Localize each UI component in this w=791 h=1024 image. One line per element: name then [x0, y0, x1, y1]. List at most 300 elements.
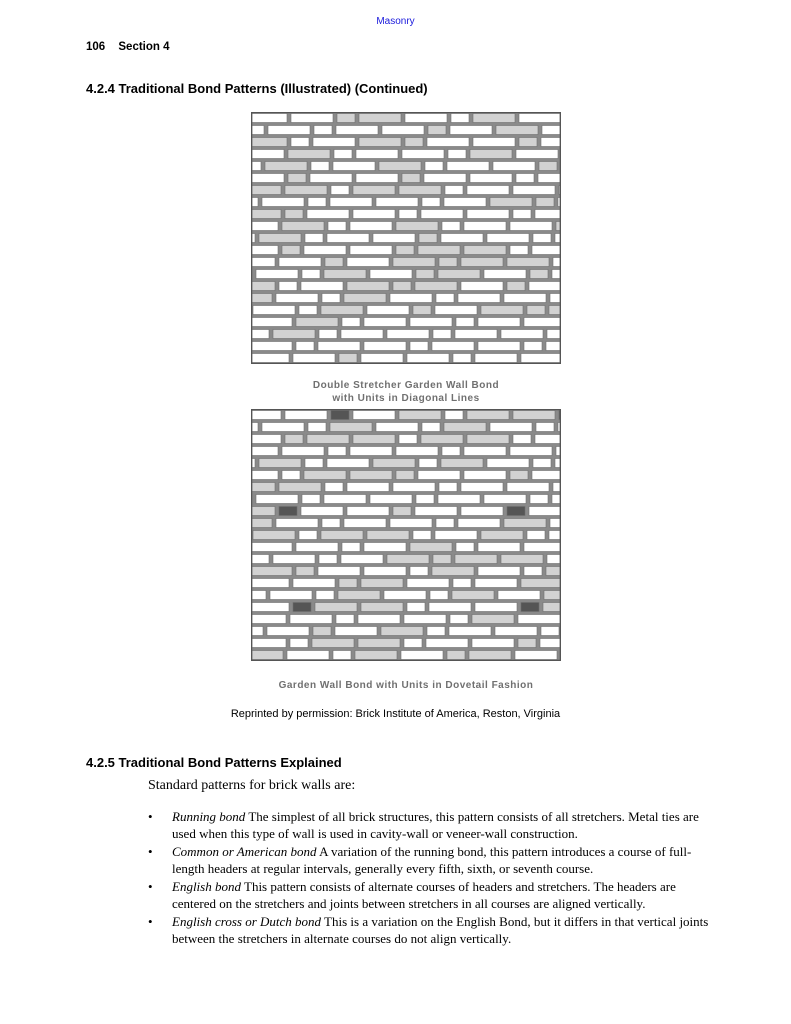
list-item-term: Running bond	[172, 809, 246, 824]
brick	[358, 615, 400, 624]
brick	[404, 639, 422, 648]
brick	[373, 459, 415, 468]
brick	[344, 294, 386, 303]
brick	[481, 306, 523, 315]
section-425-heading: 4.2.5 Traditional Bond Patterns Explained	[86, 755, 342, 770]
brick	[555, 459, 560, 468]
list-item-term: English cross or Dutch bond	[172, 914, 322, 929]
brick	[376, 198, 418, 207]
brick	[529, 507, 560, 516]
brick	[498, 591, 540, 600]
brick	[252, 294, 272, 303]
brick	[347, 483, 389, 492]
brick	[438, 270, 480, 279]
brick	[338, 591, 380, 600]
brick	[504, 294, 546, 303]
brick	[428, 126, 446, 135]
brick	[350, 447, 392, 456]
brick	[252, 282, 275, 291]
brick	[262, 198, 304, 207]
brick	[252, 210, 281, 219]
brick	[361, 603, 403, 612]
figure-caption-2: Garden Wall Bond with Units in Dovetail Fashion	[278, 680, 534, 691]
brick	[504, 519, 546, 528]
brick	[252, 543, 292, 552]
brick	[361, 354, 403, 363]
brick	[336, 126, 378, 135]
brick	[501, 330, 543, 339]
list-item-term: English bond	[172, 879, 241, 894]
brick	[302, 495, 320, 504]
brick	[252, 162, 261, 171]
brick	[342, 543, 360, 552]
list-item: • Common or American bond A variation of the running bond, this pattern introduces a course of full-length headers at regular intervals, generally every fifth, sixth, or seventh course.	[148, 844, 692, 876]
brick	[445, 411, 463, 420]
brick	[279, 507, 297, 516]
brick	[328, 447, 346, 456]
brick	[552, 495, 560, 504]
brick	[350, 222, 392, 231]
brick	[436, 294, 454, 303]
brick	[451, 114, 469, 123]
brick	[521, 579, 560, 588]
brick	[252, 138, 287, 147]
brick	[252, 234, 255, 243]
brick	[455, 555, 497, 564]
brick	[301, 282, 343, 291]
brick	[259, 459, 301, 468]
brick	[432, 567, 474, 576]
brick	[252, 519, 272, 528]
brick	[550, 294, 560, 303]
brick	[533, 459, 551, 468]
brick	[252, 627, 263, 636]
brick	[536, 198, 554, 207]
brick	[442, 222, 460, 231]
brick	[361, 579, 403, 588]
brick	[252, 330, 269, 339]
brick	[518, 615, 560, 624]
brick	[252, 555, 269, 564]
brick	[252, 579, 289, 588]
brick	[495, 627, 537, 636]
brick	[410, 543, 452, 552]
brick	[405, 138, 423, 147]
brick	[325, 258, 343, 267]
figure-caption-1-line2: with Units in Diagonal Lines	[332, 393, 480, 404]
brick	[515, 651, 557, 660]
brick	[364, 567, 406, 576]
brick	[321, 531, 363, 540]
brick	[510, 447, 552, 456]
brick	[252, 423, 258, 432]
brick	[313, 627, 331, 636]
brick	[333, 651, 351, 660]
brick	[539, 162, 557, 171]
brick	[285, 210, 303, 219]
brick	[339, 579, 357, 588]
brick	[422, 423, 440, 432]
brick	[350, 471, 392, 480]
list-item-text: The simplest of all brick structures, this pattern consists of all stretchers. Metal ties are used when this type of wall is used in cavity-wall or veneer-wall construction.	[172, 809, 699, 841]
brick	[285, 411, 327, 420]
brick	[450, 126, 492, 135]
brick	[252, 591, 266, 600]
brick	[532, 471, 560, 480]
brick	[299, 306, 317, 315]
section-424-heading: 4.2.4 Traditional Bond Patterns (Illustrated) (Continued)	[86, 81, 428, 96]
brick	[453, 354, 471, 363]
brick	[439, 483, 457, 492]
brick	[490, 198, 532, 207]
brick	[469, 651, 511, 660]
brick	[252, 483, 275, 492]
brick	[507, 258, 549, 267]
brick	[478, 567, 520, 576]
brick	[256, 495, 298, 504]
brick	[513, 210, 531, 219]
brick	[330, 198, 372, 207]
brick	[324, 495, 366, 504]
brick	[252, 447, 278, 456]
brick	[481, 531, 523, 540]
brick	[475, 354, 517, 363]
brick	[456, 543, 474, 552]
brick	[252, 174, 284, 183]
brick	[276, 294, 318, 303]
permission-credit: Reprinted by permission: Brick Institute of America, Reston, Virginia	[230, 708, 561, 720]
running-head: Masonry	[376, 16, 415, 27]
brick	[429, 603, 471, 612]
brick	[413, 531, 431, 540]
brick	[544, 591, 560, 600]
brick	[356, 174, 398, 183]
brick	[536, 423, 554, 432]
brick	[390, 294, 432, 303]
brick	[558, 198, 560, 207]
brick	[521, 354, 560, 363]
brick	[549, 531, 560, 540]
brick	[524, 342, 542, 351]
brick	[421, 435, 463, 444]
brick	[444, 198, 486, 207]
brick	[393, 507, 411, 516]
brick	[396, 471, 414, 480]
brick	[290, 615, 332, 624]
brick	[538, 174, 560, 183]
brick	[445, 186, 463, 195]
brick	[426, 639, 468, 648]
brick	[302, 270, 320, 279]
list-item-text: This is a variation on the English Bond, but it differs in that vertical joints between the stretchers in alternate courses do not align vertically.	[172, 914, 709, 946]
brick	[470, 174, 512, 183]
brick	[347, 507, 389, 516]
brick	[339, 354, 357, 363]
brick	[259, 234, 301, 243]
brick	[252, 258, 275, 267]
brick	[475, 603, 517, 612]
brick	[359, 138, 401, 147]
brick	[516, 174, 534, 183]
brick	[510, 222, 552, 231]
brick	[335, 627, 377, 636]
brick	[535, 210, 560, 219]
brick	[407, 603, 425, 612]
brick	[353, 435, 395, 444]
brick	[252, 459, 255, 468]
brick	[334, 150, 352, 159]
page-number: 106	[86, 41, 106, 53]
brick	[296, 543, 338, 552]
brick	[470, 150, 512, 159]
brick	[252, 639, 286, 648]
brick	[441, 234, 483, 243]
brick	[418, 246, 460, 255]
brick	[252, 567, 292, 576]
brick	[421, 210, 463, 219]
bond-pattern-drawing	[251, 112, 561, 364]
brick	[333, 162, 375, 171]
intro-text: Standard patterns for brick walls are:	[148, 778, 356, 793]
brick	[433, 555, 451, 564]
list-item-text: This pattern consists of alternate courses of headers and stretchers. The headers are centered on the stretchers and joints between stretchers in all courses are aligned vertically.	[172, 879, 676, 911]
brick	[252, 354, 289, 363]
brick	[282, 447, 324, 456]
brick	[530, 495, 548, 504]
brick	[524, 543, 560, 552]
brick	[355, 651, 397, 660]
brick	[473, 138, 515, 147]
brick	[252, 150, 284, 159]
brick	[316, 591, 334, 600]
brick	[478, 318, 520, 327]
brick	[301, 507, 343, 516]
brick	[344, 519, 386, 528]
brick	[444, 423, 486, 432]
brick	[293, 579, 335, 588]
brick	[252, 507, 275, 516]
brick	[322, 294, 340, 303]
brick	[268, 126, 310, 135]
brick	[415, 507, 457, 516]
brick	[418, 471, 460, 480]
bond-pattern-drawing	[251, 409, 561, 661]
brick	[252, 651, 283, 660]
brick	[252, 246, 278, 255]
brick	[279, 282, 297, 291]
brick	[325, 483, 343, 492]
brick	[507, 507, 525, 516]
brick	[552, 270, 560, 279]
brick	[496, 126, 538, 135]
brick	[304, 246, 346, 255]
brick	[543, 603, 560, 612]
brick	[324, 270, 366, 279]
brick	[402, 174, 420, 183]
brick	[547, 330, 560, 339]
brick	[556, 222, 560, 231]
brick	[427, 627, 445, 636]
brick	[296, 342, 314, 351]
brick	[519, 114, 560, 123]
brick	[291, 138, 309, 147]
brick	[542, 126, 560, 135]
brick	[424, 174, 466, 183]
brick	[410, 342, 428, 351]
brick	[331, 411, 349, 420]
brick	[452, 591, 494, 600]
brick	[253, 306, 295, 315]
brick	[293, 354, 335, 363]
brick	[393, 483, 435, 492]
brick	[527, 306, 545, 315]
brick	[533, 234, 551, 243]
brick	[456, 318, 474, 327]
brick	[370, 495, 412, 504]
brick	[535, 435, 560, 444]
brick	[467, 186, 509, 195]
brick	[435, 531, 477, 540]
brick	[410, 567, 428, 576]
brick	[364, 318, 406, 327]
brick	[256, 270, 298, 279]
brick	[439, 258, 457, 267]
brick	[555, 234, 560, 243]
brick	[252, 318, 292, 327]
figure-caption-1-line1: Double Stretcher Garden Wall Bond	[312, 380, 500, 391]
brick	[279, 483, 321, 492]
list-item: • Running bond The simplest of all brick structures, this pattern consists of all stretchers. Metal ties are used when this type of wall is used in cavity-wall or veneer-wall construction.	[148, 809, 699, 841]
brick	[524, 318, 560, 327]
brick	[384, 591, 426, 600]
brick	[553, 258, 560, 267]
brick	[252, 615, 286, 624]
brick	[387, 330, 429, 339]
brick	[282, 246, 300, 255]
brick	[337, 114, 355, 123]
brick	[461, 507, 503, 516]
brick	[265, 162, 307, 171]
brick	[540, 639, 560, 648]
brick	[405, 114, 447, 123]
brick	[550, 519, 560, 528]
brick	[341, 555, 383, 564]
brick	[327, 234, 369, 243]
brick	[313, 138, 355, 147]
brick	[399, 435, 417, 444]
brick	[449, 627, 491, 636]
brick	[484, 495, 526, 504]
brick	[252, 411, 281, 420]
brick	[478, 342, 520, 351]
brick	[521, 603, 539, 612]
brick	[270, 591, 312, 600]
brick	[328, 222, 346, 231]
brick	[447, 651, 465, 660]
brick	[252, 435, 281, 444]
brick	[308, 198, 326, 207]
brick	[458, 519, 500, 528]
brick	[387, 555, 429, 564]
brick	[393, 282, 411, 291]
brick	[396, 447, 438, 456]
brick	[290, 639, 308, 648]
brick	[556, 447, 560, 456]
brick	[393, 258, 435, 267]
brick	[553, 483, 560, 492]
brick	[353, 210, 395, 219]
brick	[399, 210, 417, 219]
brick	[493, 162, 535, 171]
brick	[546, 342, 560, 351]
brick	[453, 579, 471, 588]
brick	[291, 114, 333, 123]
brick	[273, 555, 315, 564]
brick	[524, 567, 542, 576]
brick	[532, 246, 560, 255]
list-item-term: Common or American bond	[172, 844, 317, 859]
brick	[358, 639, 400, 648]
brick	[252, 198, 258, 207]
brick	[379, 162, 421, 171]
brick	[327, 459, 369, 468]
brick	[310, 174, 352, 183]
brick	[450, 615, 468, 624]
brick	[376, 423, 418, 432]
brick	[478, 543, 520, 552]
brick	[475, 579, 517, 588]
brick	[331, 186, 349, 195]
brick	[467, 435, 509, 444]
brick	[490, 423, 532, 432]
brick	[311, 162, 329, 171]
brick	[448, 150, 466, 159]
brick	[549, 306, 560, 315]
brick	[432, 342, 474, 351]
brick	[464, 222, 506, 231]
brick	[404, 615, 446, 624]
brick	[401, 651, 443, 660]
brick	[435, 306, 477, 315]
brick	[513, 411, 555, 420]
brick	[308, 423, 326, 432]
brick	[367, 306, 409, 315]
dovetail-garden-wall-figure	[251, 409, 561, 661]
brick	[487, 459, 529, 468]
brick	[455, 330, 497, 339]
brick	[314, 126, 332, 135]
brick	[341, 330, 383, 339]
brick	[312, 639, 354, 648]
brick	[513, 435, 531, 444]
brick	[319, 330, 337, 339]
brick	[447, 162, 489, 171]
brick	[430, 591, 448, 600]
list-item: • English bond This pattern consists of alternate courses of headers and stretchers. The headers are centered on the stretchers and joints between stretchers in all courses are aligned vertically.	[148, 879, 676, 911]
brick	[399, 411, 441, 420]
brick	[396, 222, 438, 231]
brick	[410, 318, 452, 327]
brick	[347, 258, 389, 267]
brick	[433, 330, 451, 339]
list-item: • English cross or Dutch bond This is a variation on the English Bond, but it differs in that vertical joints between the stretchers in alternate courses do not align vertically.	[148, 914, 709, 946]
brick	[472, 639, 514, 648]
brick	[305, 234, 323, 243]
brick	[252, 222, 278, 231]
brick	[252, 114, 287, 123]
brick	[467, 210, 509, 219]
brick	[464, 246, 506, 255]
